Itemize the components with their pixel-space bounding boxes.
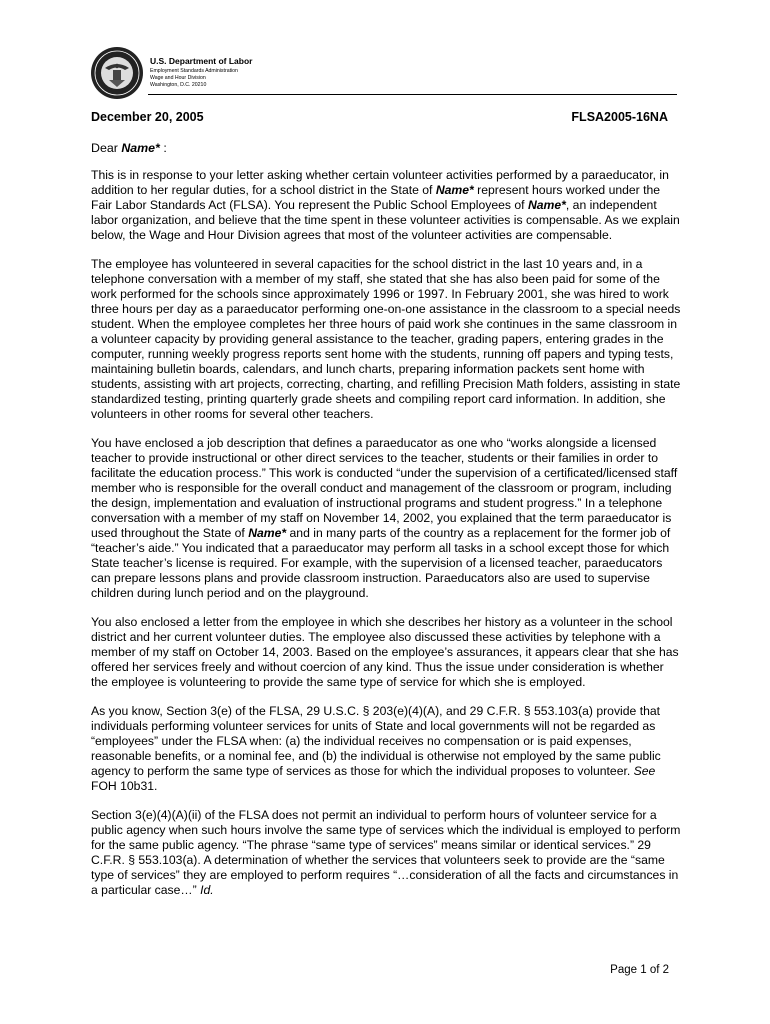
header-divider <box>148 94 677 95</box>
name-placeholder: Name* <box>248 526 287 540</box>
letter-reference-number: FLSA2005-16NA <box>571 110 668 124</box>
name-placeholder: Name* <box>121 141 160 155</box>
agency-block <box>150 57 252 89</box>
paragraph <box>91 436 681 601</box>
salutation <box>91 141 167 155</box>
department-of-labor-seal <box>90 46 144 100</box>
paragraph-text: Section 3(e)(4)(A)(ii) of the FLSA does not permit an individual to perform hours of volunteer service for a public agency when such hours involve the same type of services which the individual is employed to perform for the same public agency. “The phrase “same type of services” means similar or identical services.” 29 C.F.R. § 553.103(a). A determination of whether the services that volunteers seek to provide are the “same type of services” they are employed to perform requires “…consideration of all the facts and circumstances in a particular case…” <box>91 808 681 897</box>
paragraph: You also enclosed a letter from the employee in which she describes her history as a volunteer in the school district and her current volunteer duties. The employee also discussed these activities by telephone with a member of my staff on October 14, 2003. Based on the employee’s assurances, it appears clear that she has offered her services freely and without coercion of any kind. Thus the issue under consideration is whether the employee is volunteering to provide the same type of service for which she is employed. <box>91 615 679 689</box>
name-placeholder: Name* <box>435 183 474 197</box>
paragraph <box>91 808 681 898</box>
letter-body <box>91 168 681 912</box>
agency-line: Wage and Hour Division <box>150 74 206 81</box>
name-placeholder: Name* <box>527 198 566 212</box>
letter-date: December 20, 2005 <box>91 110 204 124</box>
agency-line: Washington, D.C. 20210 <box>150 81 207 88</box>
paragraph-text: FOH 10b31. <box>91 779 158 793</box>
citation-signal: See <box>633 764 656 778</box>
paragraph: The employee has volunteered in several capacities for the school district in the last 10 years and, in a telephone conversation with a member of my staff, she stated that she has also been paid for some of the work performed for the schools since approximately 1996 or 1997. In February 2001, she was hired to work three hours per day as a paraeducator performing one-on-one assistance in the classroom to a special needs student. When the employee completes her three hours of paid work she continues in the same classroom in a volunteer capacity by providing general assistance to the teacher, grading papers, entering grades in the computer, running weekly progress reports sent home with the students, running off papers and typing tests, maintaining bulletin boards, calendars, and lunch charts, preparing information packets sent home with students, assisting with art projects, correcting, charting, and refilling Precision Math folders, assisting in state standardized testing, printing quarterly grade sheets and compiling report card information. In addition, she volunteers in other rooms for several other teachers. <box>91 257 681 421</box>
page-number: Page 1 of 2 <box>610 964 669 976</box>
paragraph <box>91 168 681 243</box>
paragraph-text: You have enclosed a job description that defines a paraeducator as one who “works alongside a licensed teacher to provide instructional or other direct services to the teacher, students or their families in order to facilitate the education process.” This work is conducted “under the supervision of a certificated/licensed staff member who is responsible for the overall conduct and management of the classroom or program, including the design, implementation and evaluation of instructional programs and student progress.” In a telephone conversation with a member of my staff on November 14, 2002, you explained that the term paraeducator is used throughout the State of <box>91 436 678 540</box>
paragraph-text: This is in response to your letter asking whether certain volunteer activities performed by a paraeducator, in addition to her regular duties, for a school district in the State of <box>91 168 669 197</box>
citation: Id. <box>200 883 214 897</box>
paragraph-text: and in many parts of the country as a replacement for the former job of “teacher’s aide.” You indicated that a paraeducator may perform all tasks in a school except those for which State teacher’s license is required. For example, with the supervision of a licensed teacher, paraeducators can prepare lessons plans and provide classroom instruction. Paraeducators also are used to supervise children during lunch period and on the playground. <box>91 526 671 600</box>
salutation-prefix: Dear <box>91 141 118 155</box>
paragraph-text: represent hours worked under the Fair Labor Standards Act (FLSA). You represent the Public School Employees of <box>91 183 661 212</box>
agency-name: U.S. Department of Labor <box>150 56 253 66</box>
salutation-suffix: : <box>159 141 167 155</box>
paragraph <box>91 704 681 794</box>
paragraph-text: , an independent labor organization, and believe that the time spent in these volunteer activities is compensable. As we explain below, the Wage and Hour Division agrees that most of the volunteer activities are compensable. <box>91 198 680 242</box>
paragraph-text: As you know, Section 3(e) of the FLSA, 29 U.S.C. § 203(e)(4)(A), and 29 C.F.R. § 553.103(a) provide that individuals performing volunteer services for units of State and local governments will not be regarded as “employees” under the FLSA when: (a) the individual receives no compensation or is paid expenses, reasonable benefits, or a nominal fee, and (b) the individual is otherwise not employed by the same public agency to perform the same type of services as those for which the individual proposes to volunteer. <box>91 704 661 778</box>
agency-line: Employment Standards Administration <box>150 67 238 74</box>
